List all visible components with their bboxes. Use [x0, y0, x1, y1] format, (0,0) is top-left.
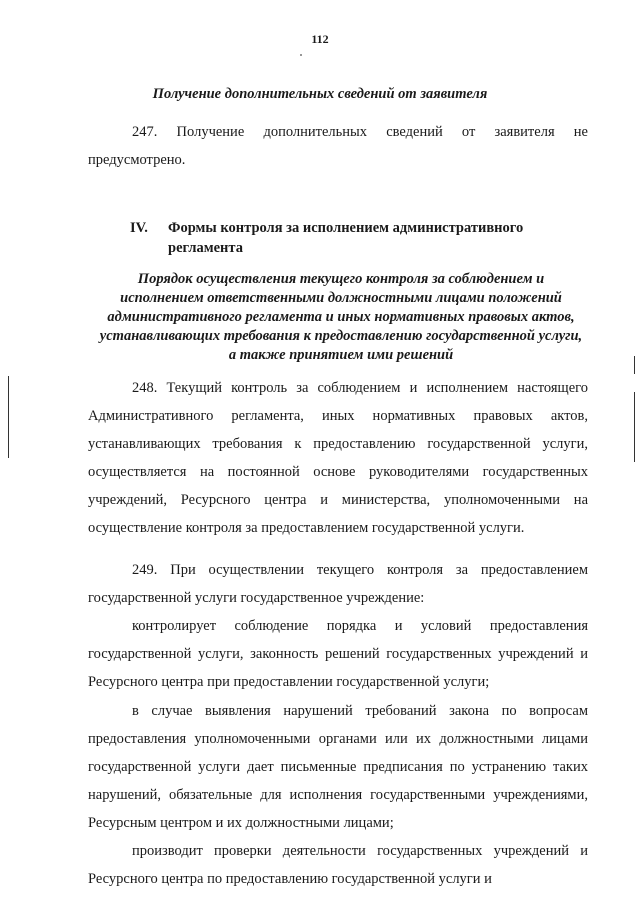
paragraph-249-text: 249. При осуществлении текущего контроля за предоставлением государственной услуги государственное учреждение: [88, 562, 588, 606]
scan-dot [300, 54, 302, 56]
section-iv-title-text: Формы контроля за исполнением административного регламента [168, 220, 524, 256]
page-number: 112 [311, 32, 329, 46]
paragraph-controls-text: контролирует соблюдение порядка и условий предоставления государственной услуги, законность решений государственных учреждений и Ресурсного центра при предоставлении государственной услуги; [88, 618, 588, 690]
paragraph-248 [88, 374, 588, 542]
section-iv-numeral: IV. [130, 220, 148, 236]
paragraph-248-text: 248. Текущий контроль за соблюдением и исполнением настоящего Административного регламента, иных нормативных правовых актов, устанавливающих требования к предоставлению государственной услуги, осуществляется на постоянной основе руководителями государственных учреждений, Ресурсного центра и министерства, уполномоченными на осуществление контроля за предоставлением государственной услуги. [88, 380, 588, 536]
paragraph-247-text: 247. Получение дополнительных сведений от заявителя не предусмотрено. [88, 124, 588, 168]
section-heading-additional-info: Получение дополнительных сведений от заявителя [152, 86, 488, 102]
subtitle-current-control: Порядок осуществления текущего контроля за соблюдением и исполнением ответственными должностными лицами положений административного регламента и иных нормативных правовых актов, устанавливающих требования к предоставлению государственной услуги, а также принятием ими решений [99, 271, 583, 363]
paragraph-inspections [88, 837, 588, 897]
right-margin-line-1 [634, 356, 635, 374]
paragraph-violations [88, 697, 588, 837]
paragraph-violations-text: в случае выявления нарушений требований закона по вопросам предоставления уполномоченными органами или их должностными лицами государственной услуги дает письменные предписания по устранению таких нарушений, обязательные для исполнения государственными учреждениями, Ресурсным центром и их должностными лицами; [88, 703, 588, 831]
right-margin-line-2 [634, 392, 635, 462]
paragraph-247 [88, 118, 588, 174]
paragraph-249 [88, 556, 588, 612]
paragraph-inspections-text: производит проверки деятельности государственных учреждений и Ресурсного центра по предоставлению государственной услуги и [88, 843, 588, 887]
paragraph-controls [88, 612, 588, 696]
left-margin-line [8, 376, 9, 458]
section-iv-title [130, 218, 524, 256]
